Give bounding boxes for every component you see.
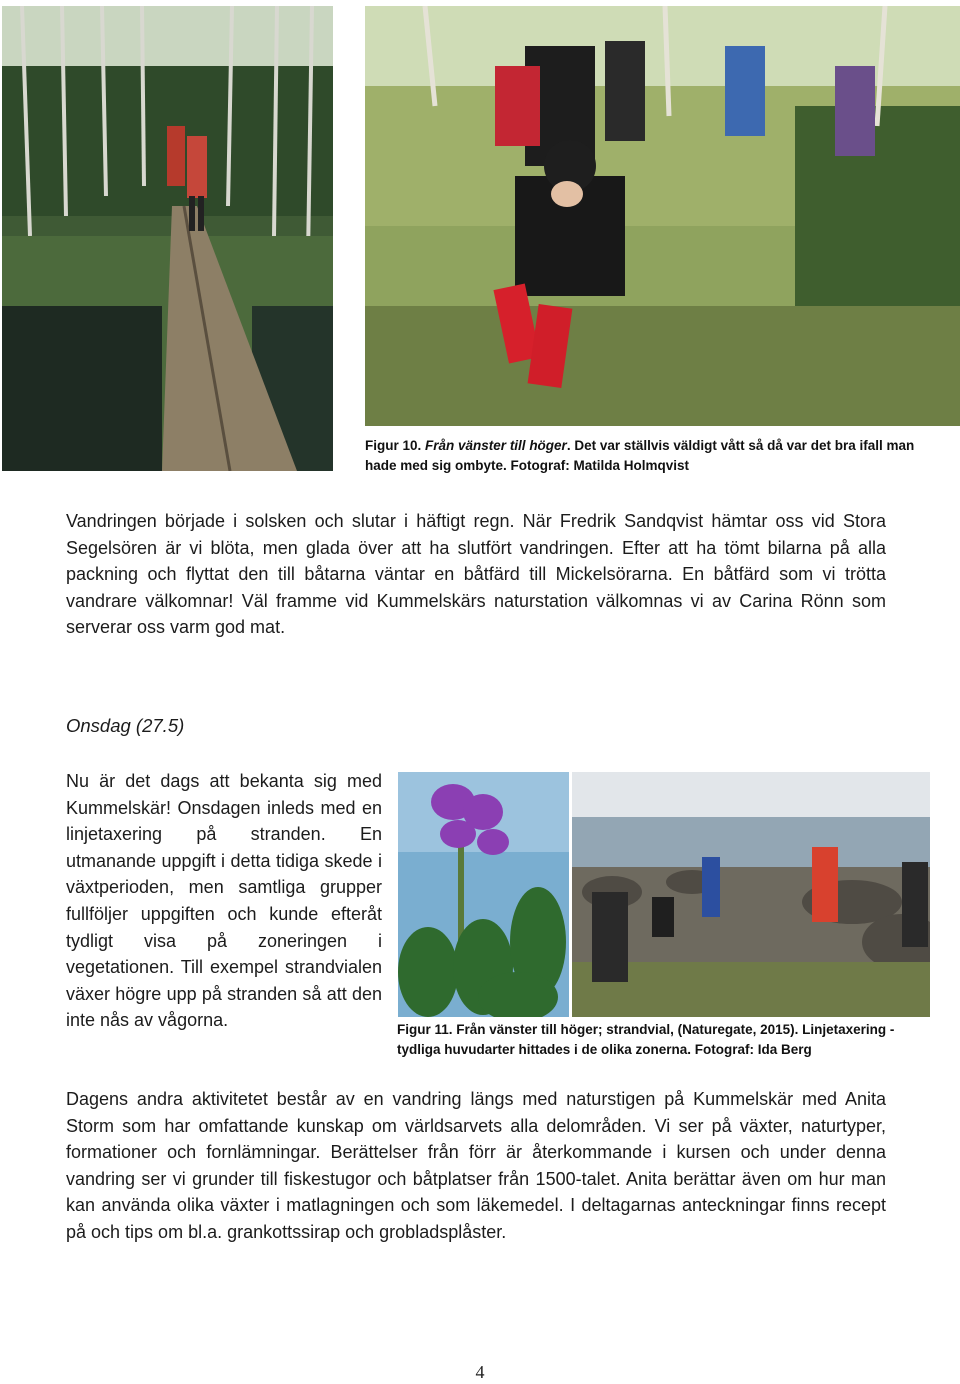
paragraph-tuesday-hike: Vandringen började i solsken och slutar i häftigt regn. När Fredrik Sandqvist hämtar oss vid Stora Segelsören är vi blöta, men glada över att ha slutfört vandringen. Efter att ha tömt bilarna på alla packning och flyttat den till båtarna väntar en båtfärd till Mickelsörarna. En båtfärd som vi trötta vandrare välkomnar! Väl framme vid Kummelskärs naturstation välkomnas vi av Carina Rönn som serverar oss varm god mat. (66, 511, 886, 637)
section-heading-onsdag: Onsdag (27.5) (66, 715, 185, 736)
figure-10-text: . Det var ställvis väldigt vått så då var det bra ifall man hade med sig ombyte. Fotograf: Matilda Holmqvist (365, 438, 915, 473)
figure-10-label: Figur 10. (365, 438, 422, 453)
figure-11-caption: Figur 11. Från vänster till höger; strandvial, (Naturegate, 2015). Linjetaxering - tydliga huvudarter hittades i de olika zonerna. Fotograf: Ida Berg (397, 1022, 895, 1057)
photo-boardwalk-forest (2, 6, 333, 471)
photo-strandvial-flower (398, 772, 569, 1017)
paragraph-line-transect: Nu är det dags att bekanta sig med Kummelskär! Onsdagen inleds med en linjetaxering på stranden. En utmanande uppgift i detta tidiga skede i växtperioden, men samtliga grupper fullföljer uppgiften och kunde efteråt tydligt visa på zoneringen i vegetationen. Till exempel strandvialen växer högre upp på stranden så att den inte nås av vågorna. (66, 771, 382, 1031)
figure-10-direction: Från vänster till höger (425, 438, 567, 453)
paragraph-nature-trail: Dagens andra aktivitetet består av en vandring längs med naturstigen på Kummelskär med Anita Storm som har omfattande kunskap om världsarvets alla delområden. Vi ser på växter, naturtyper, formationer och fornlämningar. Berättelser från förr är återkommande i kursen och under denna vandring ser vi grunder till fiskestugor och båtplatser från 1500-talet. Anita berättar även om hur man kan använda olika växter i matlagningen och som läkemedel. I deltagarnas anteckningar finns recept på och tips om bl.a. grankottssirap och grobladsplåster. (66, 1089, 886, 1242)
photo-shore-transect (572, 772, 930, 1017)
figure-10-caption (365, 436, 945, 476)
page-number: 4 (475, 1362, 485, 1382)
photo-hikers-red-boots (365, 6, 960, 426)
